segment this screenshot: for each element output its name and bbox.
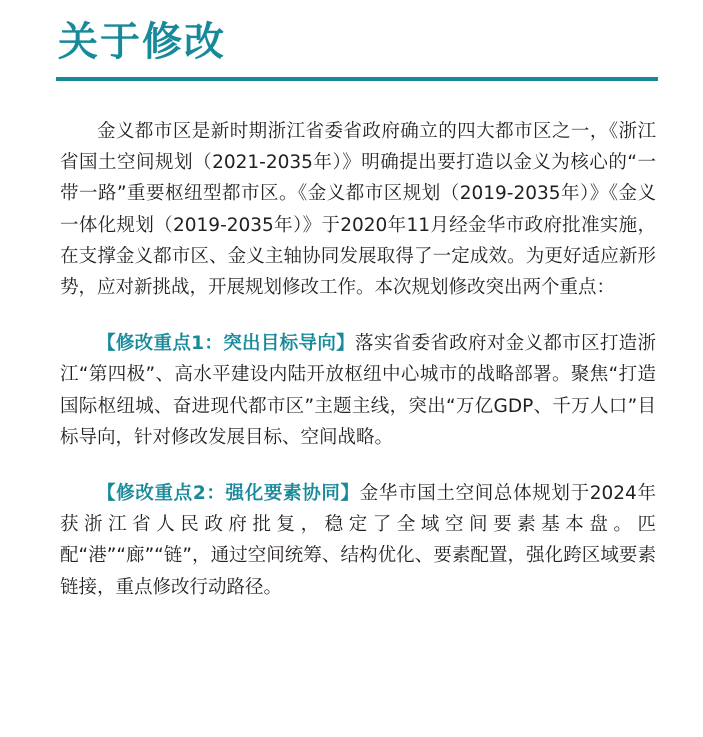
keypoint-2-text: 金华市国土空间总体规划于2024年获浙江省人民政府批复，稳定了全域空间要素基本盘。匹配“港”“廊”“链”，通过空间统筹、结构优化、要素配置，强化跨区域要素链接，重点修改行动路径。 — [60, 483, 656, 598]
keypoint-1-paragraph — [60, 328, 656, 453]
title-underline — [56, 77, 658, 81]
keypoint-2-label: 【修改重点2：强化要素协同】 — [97, 483, 360, 505]
keypoint-1-label: 【修改重点1：突出目标导向】 — [97, 333, 356, 355]
keypoint-2-paragraph — [60, 478, 656, 603]
intro-paragraph: 金义都市区是新时期浙江省委省政府确立的四大都市区之一，《浙江省国土空间规划（2021-2035年）》明确提出要打造以金义为核心的“一带一路”重要枢纽型都市区。《金义都市区规划（2019-2035年）》《金义一体化规划（2019-2035年）》于2020年11月经金华市政府批准实施，在支撑金义都市区、金义主轴协同发展取得了一定成效。为更好适应新形势，应对新挑战，开展规划修改工作。本次规划修改突出两个重点： — [60, 121, 656, 299]
page-title: 关于修改 — [58, 19, 226, 65]
document-body — [60, 116, 656, 603]
keypoint-1-text: 落实省委省政府对金义都市区打造浙江“第四极”、高水平建设内陆开放枢纽中心城市的战略部署。聚焦“打造国际枢纽城、奋进现代都市区”主题主线，突出“万亿GDP、千万人口”目标导向，针对修改发展目标、空间战略。 — [60, 333, 656, 448]
